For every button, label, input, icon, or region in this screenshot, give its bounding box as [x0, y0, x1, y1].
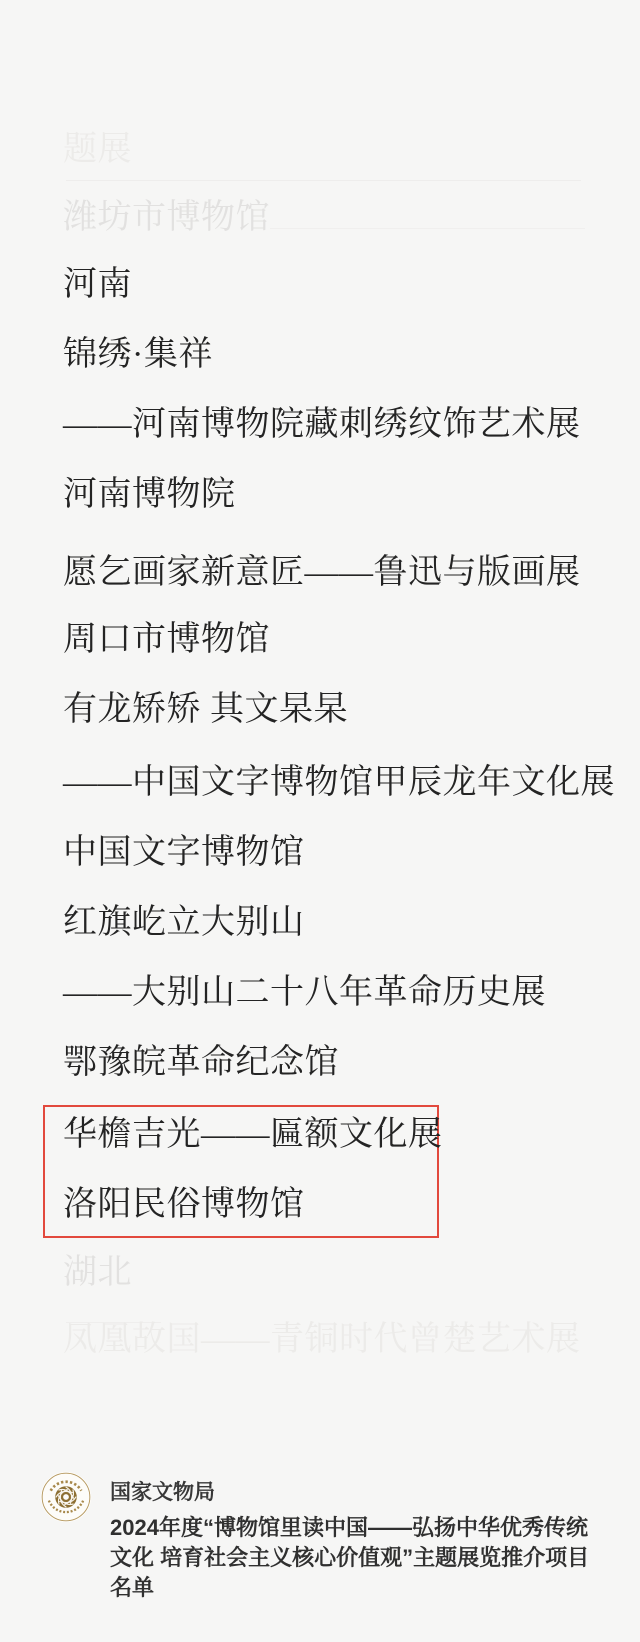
exhibition-title-row-phoenix-faded: 凤凰故国——青铜时代曾楚艺术展	[63, 1321, 581, 1358]
exhibition-title-row-jinxiu: 锦绣·集祥	[63, 336, 213, 373]
footer-caption-line-2: 文化 培育社会主义核心价值观”主题展览推介项目	[110, 1545, 590, 1570]
museum-name-row-henan-museum: 河南博物院	[63, 476, 236, 513]
exhibition-title-row-dragon: 有龙矫矫 其文杲杲	[63, 691, 348, 728]
exhibition-title-row-red-flag: 红旗屹立大别山	[63, 904, 305, 941]
province-header-henan: 河南	[63, 266, 132, 303]
exhibition-subtitle-row-red-flag: ——大别山二十八年革命历史展	[63, 974, 546, 1011]
truncated-title-row: 题展	[63, 131, 132, 168]
footer-org-name: 国家文物局	[110, 1481, 215, 1504]
exhibition-subtitle-row-jinxiu: ——河南博物院藏刺绣纹饰艺术展	[63, 406, 581, 443]
exhibition-subtitle-row-dragon: ——中国文字博物馆甲辰龙年文化展	[63, 764, 615, 801]
museum-name-row-zhoukou: 周口市博物馆	[63, 621, 270, 658]
exhibition-title-row-luxun: 愿乞画家新意匠——鲁迅与版画展	[63, 554, 581, 591]
separator-line	[270, 228, 585, 229]
footer-caption-line-1: 2024年度“博物馆里读中国——弘扬中华优秀传统	[110, 1515, 588, 1540]
museum-name-row-chinese-characters: 中国文字博物馆	[63, 834, 305, 871]
footer-caption-line-3: 名单	[110, 1575, 155, 1600]
province-header-hubei: 湖北	[63, 1254, 132, 1291]
national-cultural-heritage-seal-icon	[39, 1470, 93, 1524]
museum-name-row-luoyang-folk-highlighted: 洛阳民俗博物馆	[63, 1186, 305, 1223]
museum-name-row-eyuwan: 鄂豫皖革命纪念馆	[63, 1044, 339, 1081]
exhibition-title-row-plaque-highlighted: 华檐吉光——匾额文化展	[63, 1116, 443, 1153]
museum-name-row-weifang: 潍坊市博物馆	[63, 199, 270, 236]
separator-line	[66, 180, 581, 181]
